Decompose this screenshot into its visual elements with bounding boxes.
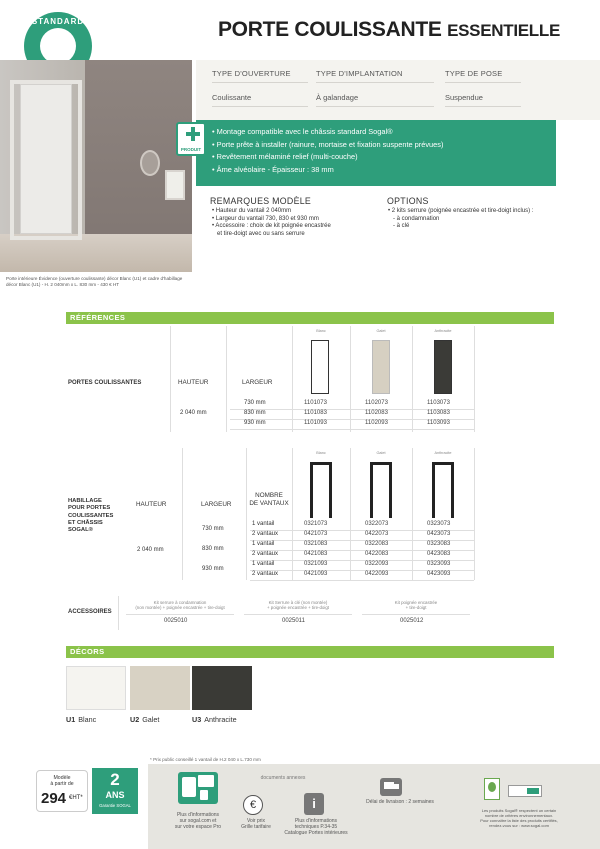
- guarantee-number: 2: [110, 770, 120, 789]
- plus-icon: [186, 127, 200, 141]
- row-divider: [244, 614, 352, 615]
- feature-item: • Montage compatible avec le châssis standard Sogal®: [212, 126, 443, 139]
- frame-swatch-anthracite: [432, 462, 454, 518]
- habillage-largeur: 830 mm: [202, 546, 224, 552]
- habillage-vantaux: 1 vantail: [252, 561, 275, 567]
- decor-swatch-galet: [130, 666, 190, 710]
- vantaux-header-line: DE VANTAUX: [249, 500, 289, 507]
- habillage-code: 0323093: [427, 561, 451, 567]
- photo-picture: [165, 170, 185, 200]
- portes-code: 1103083: [427, 410, 450, 416]
- habillage-label-line: POUR PORTES: [68, 505, 111, 512]
- option-item: - à condamnation: [388, 215, 440, 222]
- portes-code: 1102093: [365, 420, 388, 426]
- remarque-item: • Accessoire : choix de kit poignée encastrée: [212, 223, 331, 230]
- decor-code: U1: [66, 715, 76, 724]
- type-divider: [212, 82, 308, 83]
- portes-code: 1102073: [365, 400, 388, 406]
- type-divider: [445, 106, 521, 107]
- habillage-code: 0421093: [304, 571, 328, 577]
- habillage-vantaux: 2 vantaux: [252, 551, 279, 557]
- portes-code: 1101073: [304, 400, 327, 406]
- decor-code: U2: [130, 715, 140, 724]
- table-divider: [412, 326, 413, 432]
- decors-bar: DÉCORS: [66, 646, 554, 658]
- habillage-vantaux: 2 vantaux: [252, 531, 279, 537]
- eco-text: Les produits Sogal® respectent un certain nombre de critères environnementaux. Pour connaître la liste des produits certifiés, rendez-vous sur : www.sogal.com: [480, 808, 558, 828]
- table-divider: [226, 326, 227, 432]
- habillage-vantaux: 2 vantaux: [252, 571, 279, 577]
- habillage-code: 0321073: [304, 521, 328, 527]
- habillage-label-line: SOGAL®: [68, 527, 93, 534]
- decor-label: [66, 715, 96, 724]
- info-icon: i: [304, 793, 324, 815]
- table-divider: [246, 448, 247, 580]
- plus-produit-badge: [176, 122, 206, 156]
- option-item: - à clé: [388, 223, 410, 230]
- door-swatch-blanc: [311, 340, 329, 394]
- portes-col-hauteur: HAUTEUR: [178, 379, 209, 386]
- habillage-code: 0422083: [365, 551, 389, 557]
- habillage-label-line: COULISSANTES: [68, 512, 114, 519]
- table-divider: [118, 596, 119, 630]
- accessoire-code: 0025011: [282, 618, 305, 624]
- habillage-code: 0421073: [304, 531, 328, 537]
- habillage-code: 0422073: [365, 531, 389, 537]
- price-suffix: €HT*: [69, 795, 83, 801]
- habillage-code: 0321093: [304, 561, 328, 567]
- habillage-largeur: 930 mm: [202, 566, 224, 572]
- photo-mirror: [140, 150, 160, 176]
- plus-produit-label: PRODUIT: [180, 147, 202, 152]
- portes-largeur: 830 mm: [244, 410, 266, 416]
- guarantee-unit: ANS: [105, 790, 125, 800]
- accessoire-name: Kit Serrure à clé (non montée) + poignée encastrée + tire-doigt: [267, 600, 329, 611]
- habillage-code: 0322093: [365, 561, 389, 567]
- habillage-label: [68, 498, 113, 534]
- type-header-implantation: TYPE D'IMPLANTATION: [316, 69, 403, 78]
- photo-door: [20, 84, 72, 234]
- decor-name: Galet: [142, 715, 160, 724]
- pefc-icon: [484, 778, 500, 800]
- table-divider: [474, 326, 475, 432]
- decor-label: [192, 715, 237, 724]
- type-divider: [212, 106, 308, 107]
- color-label-anthracite: Anthracite: [434, 451, 452, 455]
- habillage-code: 0323073: [427, 521, 451, 527]
- type-value-ouverture: Coulissante: [212, 93, 252, 102]
- decor-name: Blanc: [78, 715, 97, 724]
- type-header-pose: TYPE DE POSE: [445, 69, 503, 78]
- remarques-title: REMARQUES MODÈLE: [210, 196, 312, 206]
- remarque-item: • Hauteur du vantail 2 040mm: [212, 208, 292, 214]
- portes-largeur: 730 mm: [244, 400, 266, 406]
- price-prefix: Modèle à partir de: [50, 775, 74, 787]
- truck-icon: [380, 778, 402, 796]
- feature-item: • Âme alvéolaire - Épaisseur : 38 mm: [212, 164, 443, 177]
- type-grid: [196, 60, 600, 120]
- portes-col-largeur: LARGEUR: [242, 379, 273, 386]
- type-value-pose: Suspendue: [445, 93, 483, 102]
- door-swatch-anthracite: [434, 340, 452, 394]
- product-photo: [0, 60, 192, 272]
- devices-icon: [178, 772, 218, 804]
- portes-code: 1101093: [304, 420, 327, 426]
- row-divider: [250, 580, 474, 581]
- title-main: PORTE COULISSANTE: [217, 18, 442, 41]
- guarantee-label: Garantie SOGAL: [99, 803, 131, 808]
- portes-code: 1103093: [427, 420, 450, 426]
- features-list: [212, 126, 443, 176]
- portes-label: PORTES COULISSANTES: [68, 380, 142, 386]
- habillage-code: 0422093: [365, 571, 389, 577]
- photo-caption: Porte intérieure Évidence (ouverture coulissante) décor Blanc (U1) et cadre d'habillage décor Blanc (U1) - H. 2 040mm x L. 830 mm - 430 € HT: [6, 276, 183, 287]
- options-title: OPTIONS: [387, 196, 429, 206]
- habillage-col-hauteur: HAUTEUR: [136, 501, 167, 508]
- type-divider: [316, 106, 434, 107]
- air-label-icon: [508, 785, 542, 797]
- habillage-label-line: ET CHÂSSIS: [68, 519, 103, 526]
- info-web-text: Plus d'informations sur sogal.com et sur votre espace Pro: [174, 812, 222, 830]
- feature-item: • Revêtement mélaminé relief (multi-couche): [212, 151, 443, 164]
- color-label-galet: Galet: [376, 329, 386, 333]
- habillage-code: 0321083: [304, 541, 328, 547]
- color-label-blanc: Blanc: [316, 451, 326, 455]
- row-divider: [362, 614, 470, 615]
- decor-label: [130, 715, 159, 724]
- table-divider: [474, 448, 475, 580]
- decor-code: U3: [192, 715, 202, 724]
- euro-icon: €: [243, 795, 263, 815]
- row-divider: [230, 429, 474, 430]
- habillage-code: 0423083: [427, 551, 451, 557]
- logo-top-text: STANDARD: [31, 17, 85, 26]
- feature-item: • Porte prête à installer (rainure, mortaise et fixation suspente prévues): [212, 139, 443, 152]
- habillage-code: 0421083: [304, 551, 328, 557]
- remarques-list: [212, 208, 382, 238]
- habillage-code: 0322073: [365, 521, 389, 527]
- accessoire-name: Kit serrure à condamnation (non montée) + poignée encastrée + tire-doigt: [135, 600, 225, 611]
- portes-code: 1103073: [427, 400, 450, 406]
- price-box: [36, 770, 88, 812]
- docs-title: documents annexes: [260, 775, 306, 781]
- type-divider: [445, 82, 521, 83]
- price-value: 294: [41, 790, 67, 807]
- table-divider: [182, 448, 183, 580]
- row-divider: [126, 614, 234, 615]
- type-divider: [316, 82, 434, 83]
- doc2-text: Plus d'informations techniques P.34-35 Catalogue Portes intérieures: [284, 818, 348, 836]
- door-swatch-galet: [372, 340, 390, 394]
- color-label-blanc: Blanc: [316, 329, 326, 333]
- type-value-implantation: À galandage: [316, 93, 359, 102]
- portes-code: 1102083: [365, 410, 388, 416]
- color-label-anthracite: Anthracite: [434, 329, 452, 333]
- accessoire-code: 0025012: [400, 618, 424, 624]
- accessoires-label: ACCESSOIRES: [68, 609, 112, 615]
- type-header-ouverture: TYPE D'OUVERTURE: [212, 69, 291, 78]
- table-divider: [292, 326, 293, 432]
- vantaux-header-line: NOMBRE: [255, 492, 283, 499]
- accessoire-name: Kit poignée encastrée + tire-doigt: [394, 600, 438, 611]
- features-band: [196, 120, 556, 186]
- remarque-item: et tire-doigt avec ou sans serrure: [212, 230, 305, 237]
- habillage-code: 0323083: [427, 541, 451, 547]
- option-item: • 2 kits serrure (poignée encastrée et tire-doigt inclus) :: [388, 208, 534, 214]
- habillage-code: 0423093: [427, 571, 451, 577]
- habillage-code: 0322083: [365, 541, 389, 547]
- decor-name: Anthracite: [204, 715, 237, 724]
- habillage-label-line: HABILLAGE: [68, 498, 102, 504]
- decor-swatch-anthracite: [192, 666, 252, 710]
- habillage-col-vantaux: [246, 492, 292, 508]
- habillage-vantaux: 1 vantail: [252, 521, 275, 527]
- decor-swatch-blanc: [66, 666, 126, 710]
- accessoire-code: 0025010: [164, 618, 188, 624]
- table-divider: [350, 326, 351, 432]
- portes-hauteur: 2 040 mm: [180, 410, 207, 416]
- frame-swatch-blanc: [310, 462, 332, 518]
- guarantee-badge: [92, 768, 138, 814]
- frame-swatch-galet: [370, 462, 392, 518]
- doc1-text: Voir prix Grille tarifaire: [241, 818, 271, 830]
- options-list: [388, 208, 578, 231]
- color-label-galet: Galet: [376, 451, 386, 455]
- price-note: * Prix public conseillé 1 vantail de H.2 040 x L.730 mm: [150, 757, 261, 762]
- logo-inner-circle: [40, 28, 76, 64]
- portes-code: 1101083: [304, 410, 327, 416]
- habillage-largeur: 730 mm: [202, 526, 224, 532]
- habillage-vantaux: 1 vantail: [252, 541, 275, 547]
- title-sub: ESSENTIELLE: [447, 21, 560, 40]
- habillage-code: 0423073: [427, 531, 451, 537]
- habillage-col-largeur: LARGEUR: [201, 501, 232, 508]
- table-divider: [170, 326, 171, 432]
- remarque-item: • Largeur du vantail 730, 830 et 930 mm: [212, 215, 319, 222]
- references-bar: RÉFÉRENCES: [66, 312, 554, 324]
- delivery-text: Délai de livraison : 2 semaines: [366, 799, 434, 805]
- habillage-hauteur: 2 040 mm: [137, 547, 164, 553]
- page-title: [190, 18, 560, 42]
- portes-largeur: 930 mm: [244, 420, 266, 426]
